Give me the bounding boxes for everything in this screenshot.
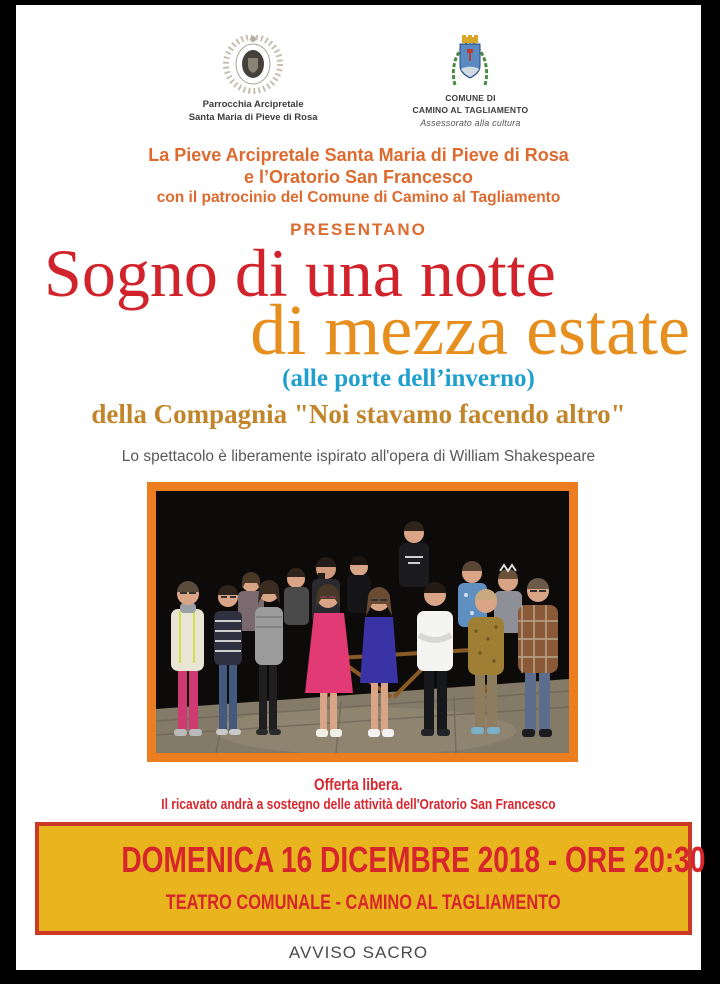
cast-photo xyxy=(156,491,569,753)
presenter-line1: La Pieve Arcipretale Santa Maria di Pieve di Rosa xyxy=(148,145,569,165)
presents-label: PRESENTANO xyxy=(290,220,427,239)
offer-line1: Offerta libera. xyxy=(314,775,403,794)
parish-logo-block xyxy=(189,35,318,129)
municipality-crest-icon xyxy=(448,35,492,89)
logos-row xyxy=(16,35,701,129)
inspiration-note: Lo spettacolo è liberamente ispirato all'opera di William Shakespeare xyxy=(121,448,596,465)
offer-line2: Il ricavato andrà a sostegno delle attività dell'Oratorio San Francesco xyxy=(161,796,556,814)
poster xyxy=(16,5,706,970)
municipality-caption-line3: Assessorato alla cultura xyxy=(420,117,521,128)
event-banner xyxy=(35,822,706,935)
show-title-line1: Sogno di una notte xyxy=(44,235,556,311)
cast-photo-frame xyxy=(147,482,578,762)
parish-caption-line1: Parrocchia Arcipretale xyxy=(202,99,304,110)
event-venue: TEATRO COMUNALE - CAMINO AL TAGLIAMENTO xyxy=(166,891,561,914)
presenter-line2: e l’Oratorio San Francesco xyxy=(243,166,474,187)
event-date-time: DOMENICA 16 DICEMBRE 2018 - ORE 20:30 xyxy=(121,839,706,880)
sacred-notice-label: AVVISO SACRO xyxy=(288,943,429,962)
company-name: della Compagnia "Noi stavamo facendo altro" xyxy=(91,399,626,429)
presenter-line3: con il patrocinio del Comune di Camino al Tagliamento xyxy=(156,189,561,207)
municipality-caption-line1: COMUNE DI xyxy=(445,93,496,103)
parish-caption-line2: Santa Maria di Pieve di Rosa xyxy=(188,111,318,123)
municipality-caption-line2: CAMINO AL TAGLIAMENTO xyxy=(412,104,529,115)
show-subtitle: (alle porte dell’inverno) xyxy=(282,365,535,392)
offer-block xyxy=(16,775,701,815)
parish-seal-icon xyxy=(217,35,289,95)
presenter-header xyxy=(16,145,701,209)
show-title-line2: di mezza estate xyxy=(250,290,690,370)
municipality-logo-block xyxy=(413,35,529,129)
